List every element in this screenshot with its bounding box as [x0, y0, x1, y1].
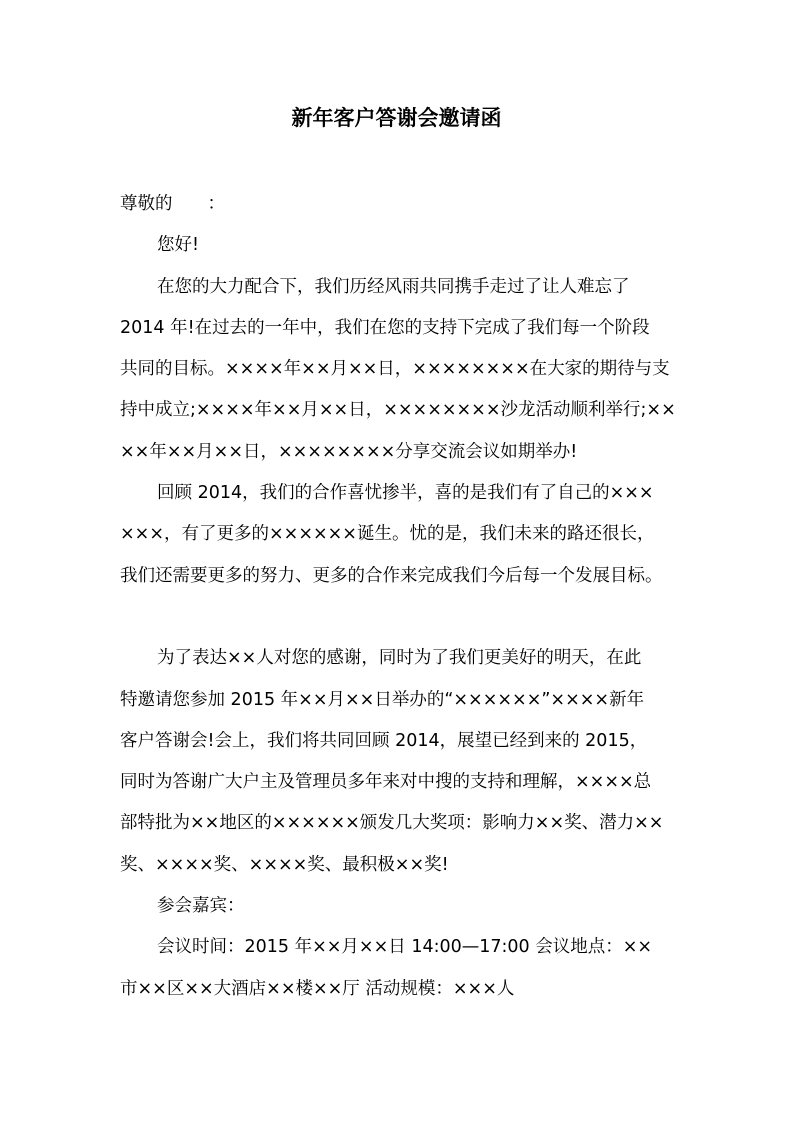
paragraph-line: 持中成立;××××年××月××日，××××××××沙龙活动顺利举行;××: [120, 400, 676, 421]
greeting-line: 您好!: [157, 235, 200, 256]
paragraph-line: 2014 年!在过去的一年中，我们在您的支持下完成了我们每一个阶段: [120, 317, 650, 338]
blank-line: [120, 597, 685, 638]
paragraph-line: 奖、××××奖、××××奖、最积极××奖!: [120, 854, 449, 875]
paragraph-line: 回顾 2014，我们的合作喜忧掺半，喜的是我们有了自己的×××: [157, 483, 654, 504]
paragraph-line: 为了表达××人对您的感谢，同时为了我们更美好的明天，在此: [157, 648, 642, 669]
paragraph-line: 我们还需要更多的努力、更多的合作来完成我们今后每一个发展目标。: [120, 565, 663, 586]
paragraph-line: 共同的目标。××××年××月××日，××××××××在大家的期待与支: [120, 359, 670, 380]
paragraph-line: ×××，有了更多的××××××诞生。忧的是，我们未来的路还很长，: [120, 524, 655, 545]
guests-line: 参会嘉宾：: [157, 896, 245, 917]
paragraph-line: 在您的大力配合下，我们历经风雨共同携手走过了让人难忘了: [157, 276, 630, 297]
paragraph-line: 特邀请您参加 2015 年××月××日举办的“××××××”××××新年: [120, 689, 645, 710]
paragraph-line: 同时为答谢广大户主及管理员多年来对中搜的支持和理解，××××总: [120, 772, 652, 793]
document-body: [120, 184, 685, 1010]
meeting-info-line: 市××区××大酒店××楼××厅 活动规模：×××人: [120, 978, 515, 999]
salutation-line: 尊敬的 ：: [120, 194, 225, 214]
meeting-info-line: 会议时间：2015 年××月××日 14:00—17:00 会议地点：××: [157, 937, 653, 958]
paragraph-line: 客户答谢会!会上，我们将共同回顾 2014，展望已经到来的 2015，: [120, 730, 648, 751]
document-title: 新年客户答谢会邀请函: [291, 106, 502, 130]
paragraph-line: 部特批为××地区的××××××颁发几大奖项：影响力××奖、潜力××: [120, 813, 664, 834]
paragraph-line: ××年××月××日，××××××××分享交流会议如期举办!: [120, 441, 578, 462]
